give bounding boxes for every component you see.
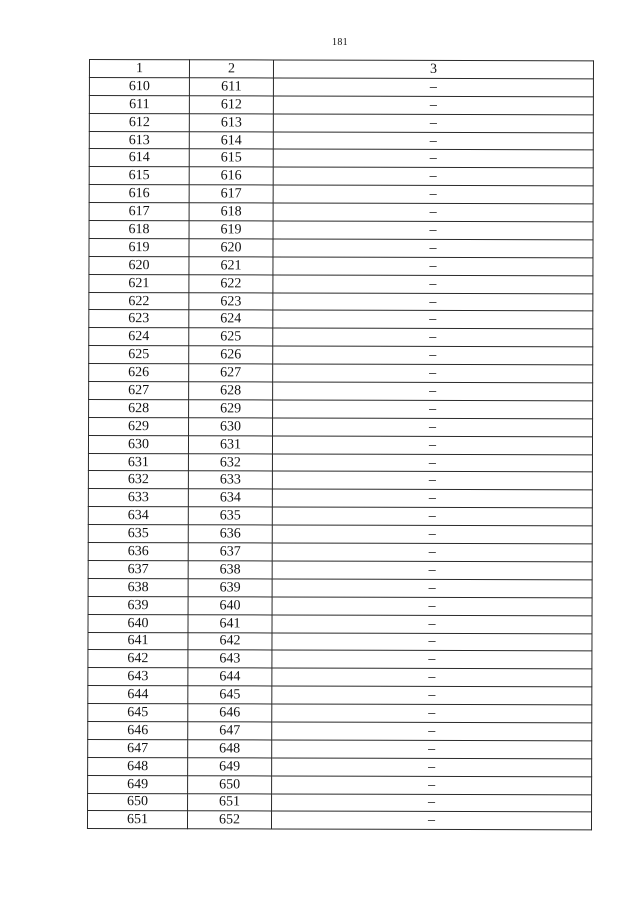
table-cell-col-1: 651 xyxy=(87,811,187,829)
table-row xyxy=(88,453,592,472)
table-row xyxy=(89,95,593,114)
table-cell-col-3: – xyxy=(272,507,592,526)
table-cell-col-3: – xyxy=(273,257,593,276)
table-row xyxy=(88,507,592,526)
table-cell-col-1: 612 xyxy=(89,113,189,131)
table-cell-col-1: 610 xyxy=(89,77,189,95)
table-cell-col-3: – xyxy=(273,114,593,133)
table-row xyxy=(88,596,592,615)
table-cell-col-3: – xyxy=(273,167,593,186)
table-cell-col-3: – xyxy=(273,310,593,329)
table-cell-col-1: 613 xyxy=(89,131,189,149)
table-row xyxy=(88,775,592,794)
table-cell-col-3: – xyxy=(273,221,593,240)
table-cell-col-3: – xyxy=(273,149,593,168)
table-cell-col-2: 638 xyxy=(188,561,272,579)
table-cell-col-1: 643 xyxy=(88,668,188,686)
table-row xyxy=(89,292,593,311)
table-row xyxy=(89,77,593,96)
table-cell-col-3: – xyxy=(272,722,592,741)
table-row xyxy=(88,489,592,508)
table-cell-col-2: 637 xyxy=(188,543,272,561)
table-cell-col-2: 613 xyxy=(189,113,273,131)
table-cell-col-3: – xyxy=(273,382,593,401)
table-cell-col-3: – xyxy=(272,471,592,490)
table-cell-col-1: 649 xyxy=(88,775,188,793)
table-cell-col-3: – xyxy=(273,275,593,294)
table-cell-col-2: 651 xyxy=(188,793,272,811)
table-row xyxy=(88,686,592,705)
table-cell-col-2: 616 xyxy=(189,167,273,185)
table-row xyxy=(89,382,593,401)
table-cell-col-3: – xyxy=(272,650,592,669)
table-cell-col-1: 615 xyxy=(89,167,189,185)
table-cell-col-2: 615 xyxy=(189,149,273,167)
table-cell-col-2: 625 xyxy=(189,328,273,346)
table-cell-col-3: – xyxy=(272,525,592,544)
table-cell-col-3: – xyxy=(273,239,593,258)
table-cell-col-2: 630 xyxy=(189,418,273,436)
table-cell-col-3: – xyxy=(272,489,592,508)
header-row xyxy=(89,60,593,79)
table-cell-col-3: – xyxy=(273,96,593,115)
table-body xyxy=(87,77,593,830)
table-row xyxy=(88,757,592,776)
table-cell-col-2: 629 xyxy=(189,400,273,418)
table-row xyxy=(89,310,593,329)
table-cell-col-1: 620 xyxy=(89,256,189,274)
table-cell-col-2: 635 xyxy=(188,507,272,525)
table-row xyxy=(89,149,593,168)
table-cell-col-1: 619 xyxy=(89,238,189,256)
table-cell-col-1: 648 xyxy=(88,757,188,775)
table-row xyxy=(89,113,593,132)
data-table xyxy=(87,59,594,831)
table-cell-col-1: 641 xyxy=(88,632,188,650)
table-cell-col-2: 634 xyxy=(188,489,272,507)
table-cell-col-3: – xyxy=(272,704,592,723)
table-cell-col-3: – xyxy=(273,400,593,419)
table-cell-col-2: 617 xyxy=(189,185,273,203)
table-cell-col-3: – xyxy=(273,132,593,151)
table-cell-col-3: – xyxy=(272,793,592,812)
table-cell-col-3: – xyxy=(272,776,592,795)
table-cell-col-2: 618 xyxy=(189,203,273,221)
table-cell-col-3: – xyxy=(273,346,593,365)
table-row xyxy=(89,131,593,150)
table-row xyxy=(89,203,593,222)
table-cell-col-1: 644 xyxy=(88,686,188,704)
table-row xyxy=(88,560,592,579)
table-cell-col-1: 647 xyxy=(88,739,188,757)
table-cell-col-2: 620 xyxy=(189,239,273,257)
table-cell-col-2: 639 xyxy=(188,579,272,597)
table-cell-col-1: 635 xyxy=(88,525,188,543)
table-row xyxy=(89,167,593,186)
table-row xyxy=(88,721,592,740)
table-cell-col-1: 611 xyxy=(89,95,189,113)
table-cell-col-3: – xyxy=(272,597,592,616)
table-row xyxy=(88,578,592,597)
table-cell-col-1: 646 xyxy=(88,721,188,739)
table-row xyxy=(88,543,592,562)
table-cell-col-1: 629 xyxy=(89,417,189,435)
table-cell-col-1: 631 xyxy=(88,453,188,471)
table-cell-col-1: 627 xyxy=(89,382,189,400)
table-cell-col-2: 644 xyxy=(188,668,272,686)
table-cell-col-1: 633 xyxy=(88,489,188,507)
table-cell-col-3: – xyxy=(273,78,593,97)
table-cell-col-2: 632 xyxy=(188,453,272,471)
table-row xyxy=(89,328,593,347)
table-cell-col-3: – xyxy=(273,418,593,437)
table-row xyxy=(89,256,593,275)
table-cell-col-2: 636 xyxy=(188,525,272,543)
table-cell-col-2: 648 xyxy=(188,740,272,758)
table-cell-col-1: 622 xyxy=(89,292,189,310)
page-number: 181 xyxy=(332,37,348,48)
table-cell-col-3: – xyxy=(273,203,593,222)
table-cell-col-1: 640 xyxy=(88,614,188,632)
table-cell-col-2: 624 xyxy=(189,310,273,328)
table-cell-col-1: 624 xyxy=(89,328,189,346)
table-cell-col-1: 625 xyxy=(89,346,189,364)
table-cell-col-2: 649 xyxy=(188,757,272,775)
table-cell-col-3: – xyxy=(272,740,592,759)
table-cell-col-2: 645 xyxy=(188,686,272,704)
table-cell-col-2: 614 xyxy=(189,131,273,149)
table-row xyxy=(88,650,592,669)
table-cell-col-2: 619 xyxy=(189,221,273,239)
table-row xyxy=(87,811,591,830)
table-header xyxy=(89,60,593,79)
table-cell-col-3: – xyxy=(273,364,593,383)
table-row xyxy=(88,435,592,454)
table-row xyxy=(89,346,593,365)
table-cell-col-1: 636 xyxy=(88,543,188,561)
table-cell-col-1: 626 xyxy=(89,364,189,382)
table-cell-col-2: 650 xyxy=(188,775,272,793)
table-cell-col-2: 627 xyxy=(189,364,273,382)
table-row xyxy=(88,471,592,490)
table-cell-col-2: 631 xyxy=(188,435,272,453)
table-cell-col-2: 640 xyxy=(188,596,272,614)
table-row xyxy=(88,739,592,758)
table-cell-col-1: 630 xyxy=(88,435,188,453)
table-cell-col-1: 645 xyxy=(88,704,188,722)
table-cell-col-2: 642 xyxy=(188,632,272,650)
table-cell-col-1: 634 xyxy=(88,507,188,525)
table-cell-col-3: – xyxy=(272,436,592,455)
table-cell-col-1: 637 xyxy=(88,560,188,578)
table-row xyxy=(89,221,593,240)
table-cell-col-2: 641 xyxy=(188,614,272,632)
table-cell-col-2: 647 xyxy=(188,722,272,740)
table-cell-col-1: 638 xyxy=(88,578,188,596)
table-cell-col-1: 616 xyxy=(89,185,189,203)
table-cell-col-1: 628 xyxy=(89,399,189,417)
table-row xyxy=(89,274,593,293)
table-row xyxy=(88,614,592,633)
table-cell-col-3: – xyxy=(272,543,592,562)
table-cell-col-1: 623 xyxy=(89,310,189,328)
table-cell-col-1: 621 xyxy=(89,274,189,292)
table-row xyxy=(89,364,593,383)
table-cell-col-2: 623 xyxy=(189,292,273,310)
table-cell-col-3: – xyxy=(272,615,592,634)
table-cell-col-1: 650 xyxy=(88,793,188,811)
table-cell-col-2: 652 xyxy=(187,811,271,829)
table-cell-col-2: 628 xyxy=(189,382,273,400)
table-cell-col-3: – xyxy=(273,185,593,204)
table-cell-col-3: – xyxy=(272,579,592,598)
table-cell-col-3: – xyxy=(272,561,592,580)
table-row xyxy=(88,632,592,651)
column-header-1: 1 xyxy=(89,60,189,78)
table-cell-col-3: – xyxy=(272,454,592,473)
table-cell-col-1: 642 xyxy=(88,650,188,668)
table-cell-col-2: 621 xyxy=(189,257,273,275)
table-cell-col-3: – xyxy=(272,758,592,777)
table-cell-col-3: – xyxy=(273,293,593,312)
table-row xyxy=(88,525,592,544)
table-cell-col-2: 633 xyxy=(188,471,272,489)
table-row xyxy=(89,238,593,257)
table-row xyxy=(88,668,592,687)
table-cell-col-1: 617 xyxy=(89,203,189,221)
table-cell-col-3: – xyxy=(272,686,592,705)
table-cell-col-2: 611 xyxy=(189,78,273,96)
table-row xyxy=(89,399,593,418)
table-row xyxy=(89,185,593,204)
table-row xyxy=(89,417,593,436)
table-cell-col-2: 622 xyxy=(189,274,273,292)
table-cell-col-2: 646 xyxy=(188,704,272,722)
table-cell-col-3: – xyxy=(272,632,592,651)
table-cell-col-3: – xyxy=(271,811,591,830)
table-cell-col-3: – xyxy=(273,328,593,347)
table-cell-col-1: 639 xyxy=(88,596,188,614)
column-header-2: 2 xyxy=(189,60,273,78)
table-cell-col-1: 614 xyxy=(89,149,189,167)
table-cell-col-2: 643 xyxy=(188,650,272,668)
table-row xyxy=(88,793,592,812)
table-cell-col-3: – xyxy=(272,668,592,687)
table-row xyxy=(88,704,592,723)
table-cell-col-2: 626 xyxy=(189,346,273,364)
table-cell-col-1: 632 xyxy=(88,471,188,489)
column-header-3: 3 xyxy=(273,60,593,79)
table-cell-col-1: 618 xyxy=(89,221,189,239)
table-cell-col-2: 612 xyxy=(189,96,273,114)
